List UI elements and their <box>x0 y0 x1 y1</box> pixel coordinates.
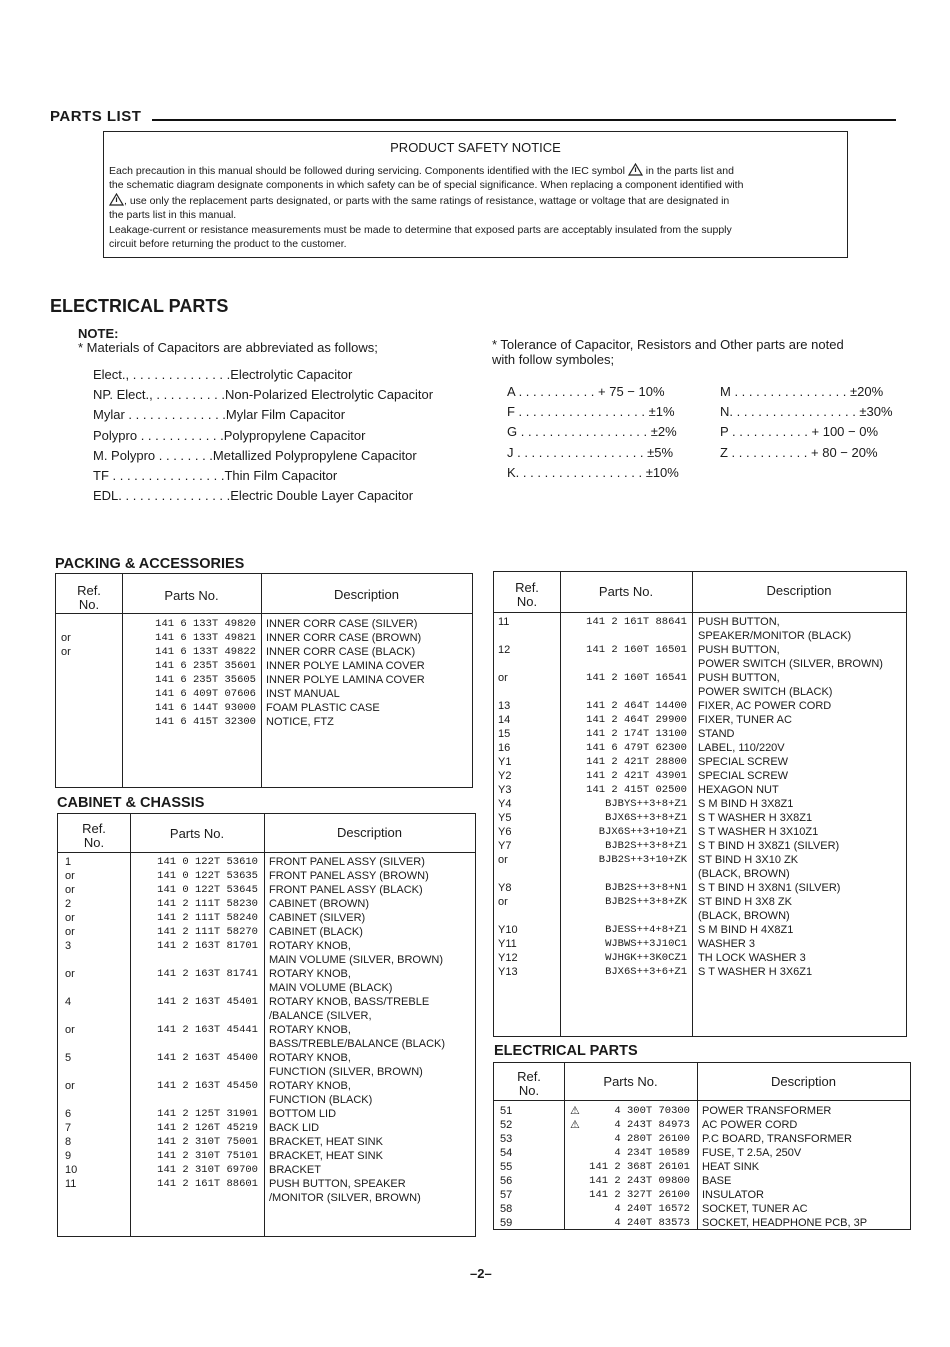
table-row-description: CABINET (SILVER) <box>269 912 366 924</box>
table-row-description: POWER SWITCH (SILVER, BROWN) <box>698 658 883 670</box>
table-row-ref: 13 <box>498 700 511 712</box>
notice-text: in the parts list and <box>645 165 734 177</box>
tolerance-item: J . . . . . . . . . . . . . . . . . . ±5% <box>507 444 674 460</box>
table-row-part-no: 141 2 368T 26101 <box>589 1161 690 1173</box>
table-row-description: SPECIAL SCREW <box>698 770 789 782</box>
table-row-ref: 16 <box>498 742 511 754</box>
table-row-ref: or <box>61 646 71 658</box>
table-row-part-no: 141 2 310T 69700 <box>157 1164 258 1176</box>
table-row-description: S T WASHER H 3X8Z1 <box>698 812 813 824</box>
iec-warning-icon <box>628 163 643 176</box>
cabinet-continued-table <box>493 571 907 1037</box>
table-row-part-no: 4 240T 16572 <box>614 1203 690 1215</box>
tolerance-item: Z . . . . . . . . . . . + 80 − 20% <box>720 444 878 460</box>
table-row-description: INNER CORR CASE (BROWN) <box>266 632 422 644</box>
table-row-description: S T WASHER H 3X10Z1 <box>698 826 819 838</box>
table-row-part-no: BJB2S++3+8+ZK <box>605 896 687 908</box>
table-row-description: FOAM PLASTIC CASE <box>266 702 380 714</box>
safety-warning-icon: ⚠ <box>570 1105 580 1117</box>
table-row-description: STAND <box>698 728 735 740</box>
table-row-ref: 1 <box>65 856 72 868</box>
tolerance-item: P . . . . . . . . . . . + 100 − 0% <box>720 424 879 440</box>
table-row-part-no: WJBWS++3J10C1 <box>605 938 687 950</box>
table-row-description: BRACKET, HEAT SINK <box>269 1150 383 1162</box>
table-row-description: HEXAGON NUT <box>698 784 779 796</box>
table-row-description: (BLACK, BROWN) <box>698 868 790 880</box>
table-row-part-no: 141 2 125T 31901 <box>157 1108 258 1120</box>
ref-header: Ref. No. <box>515 580 539 609</box>
notice-line: circuit before returning the product to the customer. <box>109 238 347 251</box>
table-row-ref: 59 <box>500 1217 513 1229</box>
table-row-ref: 14 <box>498 714 511 726</box>
table-row-ref: Y5 <box>498 812 512 824</box>
table-row-ref: 11 <box>498 616 510 628</box>
table-row-part-no: 141 2 163T 81741 <box>157 968 258 980</box>
table-row-part-no: 141 2 163T 81701 <box>157 940 258 952</box>
table-row-description: INNER POLYE LAMINA COVER <box>266 660 425 672</box>
table-row-part-no: 141 6 235T 35605 <box>155 674 256 686</box>
table-row-description: FUNCTION (SILVER, BROWN) <box>269 1066 423 1078</box>
notice-line: Leakage-current or resistance measurements must be made to determine that exposed parts are acceptably insulated from the supply <box>109 223 732 236</box>
table-row-ref: 15 <box>498 728 511 740</box>
table-row-ref: 6 <box>65 1108 72 1120</box>
table-row-description: ST BIND H 3X10 ZK <box>698 854 799 866</box>
table-row-description: POWER TRANSFORMER <box>702 1105 832 1117</box>
table-row-part-no: 141 6 133T 49821 <box>155 632 256 644</box>
table-row-ref: 52 <box>500 1119 513 1131</box>
table-row-description: ROTARY KNOB, <box>269 1080 351 1092</box>
table-row-ref: Y10 <box>498 924 518 936</box>
table-row-part-no: 141 2 163T 45441 <box>157 1024 258 1036</box>
table-row-description: BASE <box>702 1175 732 1187</box>
notice-line <box>109 163 843 178</box>
table-row-description: CABINET (BLACK) <box>269 926 363 938</box>
table-row-description: BACK LID <box>269 1122 320 1134</box>
table-row-ref: or <box>65 884 75 896</box>
table-row-ref: or <box>61 632 71 644</box>
table-row-ref: 7 <box>65 1122 72 1134</box>
table-row-part-no: 141 2 163T 45401 <box>157 996 258 1008</box>
table-row-part-no: BJESS++4+8+Z1 <box>605 924 687 936</box>
table-row-description: FRONT PANEL ASSY (BROWN) <box>269 870 429 882</box>
table-row-part-no: WJHGK++3K0CZ1 <box>605 952 687 964</box>
table-row-description: BRACKET <box>269 1164 321 1176</box>
table-row-part-no: BJB2S++3+10+ZK <box>598 854 687 866</box>
ref-header: Ref. No. <box>517 1069 541 1098</box>
table-row-ref: 9 <box>65 1150 72 1162</box>
table-row-part-no: BJX6S++3+10+Z1 <box>598 826 687 838</box>
table-row-ref: Y12 <box>498 952 518 964</box>
packing-heading: PACKING & ACCESSORIES <box>55 556 245 572</box>
table-row-part-no: 141 0 122T 53645 <box>157 884 258 896</box>
table-row-part-no: 141 2 174T 13100 <box>586 728 687 740</box>
desc-header: Description <box>333 587 400 602</box>
table-row-description: S M BIND H 3X8Z1 <box>698 798 794 810</box>
table-row-part-no: 141 2 161T 88601 <box>157 1178 258 1190</box>
table-row-ref: 4 <box>65 996 72 1008</box>
table-row-description: MAIN VOLUME (BLACK) <box>269 982 393 994</box>
table-row-part-no: 141 6 415T 32300 <box>155 716 256 728</box>
table-row-part-no: 141 6 479T 62300 <box>586 742 687 754</box>
table-row-description: ROTARY KNOB, <box>269 968 351 980</box>
electrical-parts-table <box>493 1062 911 1230</box>
table-row-part-no: 141 6 235T 35601 <box>155 660 256 672</box>
safety-notice-box <box>103 131 848 258</box>
abbreviation-item: M. Polypro . . . . . . . .Metallized Polypropylene Capacitor <box>93 447 417 463</box>
tolerance-item: M . . . . . . . . . . . . . . . . ±20% <box>720 384 884 399</box>
table-row-ref: or <box>65 1024 75 1036</box>
packing-table <box>55 573 473 788</box>
table-row-part-no: 141 2 415T 02500 <box>586 784 687 796</box>
table-row-part-no: BJX6S++3+6+Z1 <box>605 966 687 978</box>
abbreviation-item: Elect., . . . . . . . . . . . . . .Electrolytic Capacitor <box>93 367 353 382</box>
table-row-part-no: 141 6 409T 07606 <box>155 688 256 700</box>
table-row-part-no: 141 6 133T 49822 <box>155 646 256 658</box>
abbreviation-item: TF . . . . . . . . . . . . . . . .Thin Film Capacitor <box>93 468 338 483</box>
table-row-description: P.C BOARD, TRANSFORMER <box>702 1133 852 1145</box>
table-row-part-no: 141 2 327T 26100 <box>589 1189 690 1201</box>
cabinet-heading: CABINET & CHASSIS <box>57 795 205 811</box>
table-row-part-no: 141 0 122T 53635 <box>157 870 258 882</box>
table-row-description: BASS/TREBLE/BALANCE (BLACK) <box>269 1038 446 1050</box>
table-row-part-no: 141 6 133T 49820 <box>155 618 256 630</box>
table-row-description: FUSE, T 2.5A, 250V <box>702 1147 802 1159</box>
table-row-ref: or <box>65 926 75 938</box>
ref-header: Ref. No. <box>82 821 106 850</box>
table-row-description: S T WASHER H 3X6Z1 <box>698 966 813 978</box>
table-row-part-no: 141 2 310T 75001 <box>157 1136 258 1148</box>
table-row-description: SPEAKER/MONITOR (BLACK) <box>698 630 852 642</box>
table-row-description: CABINET (BROWN) <box>269 898 370 910</box>
tolerance-item: F . . . . . . . . . . . . . . . . . . ±1% <box>507 404 675 420</box>
note-tolerance: * Tolerance of Capacitor, Resistors and Other parts are noted with follow symboles; <box>492 337 844 367</box>
table-row-description: INSULATOR <box>702 1189 764 1201</box>
table-row-description: S T BIND H 3X8N1 (SILVER) <box>698 882 841 894</box>
table-row-description: FUNCTION (BLACK) <box>269 1094 373 1106</box>
page-number: –2– <box>470 1266 492 1281</box>
table-row-ref: or <box>498 896 508 908</box>
table-row-part-no: 141 2 126T 45219 <box>157 1122 258 1134</box>
table-row-description: /BALANCE (SILVER, <box>269 1010 372 1022</box>
table-row-description: HEAT SINK <box>702 1161 760 1173</box>
table-row-description: FRONT PANEL ASSY (BLACK) <box>269 884 423 896</box>
table-row-description: LABEL, 110/220V <box>698 742 785 754</box>
table-row-description: POWER SWITCH (BLACK) <box>698 686 833 698</box>
table-row-part-no: 141 2 161T 88641 <box>586 616 687 628</box>
table-row-ref: or <box>498 672 508 684</box>
tolerance-item: A . . . . . . . . . . . + 75 − 10% <box>507 384 665 399</box>
table-row-description: MAIN VOLUME (SILVER, BROWN) <box>269 954 443 966</box>
table-row-description: ROTARY KNOB, <box>269 940 351 952</box>
table-row-description: PUSH BUTTON, SPEAKER <box>269 1178 406 1190</box>
table-row-ref: 57 <box>500 1189 513 1201</box>
table-row-ref: 54 <box>500 1147 513 1159</box>
table-row-description: INNER CORR CASE (BLACK) <box>266 646 416 658</box>
table-row-ref: Y7 <box>498 840 512 852</box>
parts-header: Parts No. <box>598 584 654 599</box>
table-row-description: NOTICE, FTZ <box>266 716 334 728</box>
table-row-ref: 58 <box>500 1203 513 1215</box>
notice-line: the schematic diagram designate components in which safety can be of special significance. When replacing a component identified with <box>109 179 744 192</box>
table-row-description: SPECIAL SCREW <box>698 756 789 768</box>
abbreviation-item: NP. Elect., . . . . . . . . . .Non-Polarized Electrolytic Capacitor <box>93 387 434 403</box>
table-row-description: ROTARY KNOB, <box>269 1052 351 1064</box>
table-row-description: BOTTOM LID <box>269 1108 337 1120</box>
desc-header: Description <box>766 583 832 598</box>
table-row-part-no: BJBYS++3+8+Z1 <box>605 798 687 810</box>
table-row-part-no: 141 2 421T 28800 <box>586 756 687 768</box>
tolerance-item: K. . . . . . . . . . . . . . . . . . ±10% <box>507 464 679 480</box>
notice-line: the parts list in this manual. <box>109 209 237 222</box>
parts-header: Parts No. <box>169 826 225 841</box>
table-row-description: PUSH BUTTON, <box>698 644 780 656</box>
note-capacitor-materials: * Materials of Capacitors are abbreviated as follows; <box>78 340 378 355</box>
table-row-description: FIXER, TUNER AC <box>698 714 792 726</box>
table-row-ref: or <box>65 912 75 924</box>
table-row-description: WASHER 3 <box>698 938 756 950</box>
table-row-part-no: BJX6S++3+8+Z1 <box>605 812 687 824</box>
table-row-description: S T BIND H 3X8Z1 (SILVER) <box>698 840 840 852</box>
table-row-description: INST MANUAL <box>266 688 340 700</box>
table-row-description: AC POWER CORD <box>702 1119 798 1131</box>
table-row-description: ROTARY KNOB, <box>269 1024 351 1036</box>
ref-header: Ref. No. <box>77 583 101 612</box>
table-row-description: SOCKET, HEADPHONE PCB, 3P <box>702 1217 868 1229</box>
table-row-part-no: 4 280T 26100 <box>614 1133 690 1145</box>
table-row-ref: 56 <box>500 1175 513 1187</box>
tolerance-item: N. . . . . . . . . . . . . . . . . . ±30% <box>720 404 893 420</box>
table-row-ref: or <box>65 870 75 882</box>
notice-text: , use only the replacement parts designated, or parts with the same ratings of resistance, wattage or voltage that are designated in <box>124 194 730 207</box>
iec-warning-icon <box>109 193 124 206</box>
table-row-part-no: 4 300T 70300 <box>614 1105 690 1117</box>
table-row-ref: Y13 <box>498 966 518 978</box>
table-row-part-no: 141 0 122T 53610 <box>157 856 258 868</box>
tolerance-item: G . . . . . . . . . . . . . . . . . . ±2% <box>507 424 677 440</box>
table-row-ref: 5 <box>65 1052 72 1064</box>
table-row-ref: or <box>65 968 75 980</box>
table-row-ref: 3 <box>65 940 72 952</box>
table-row-ref: Y4 <box>498 798 512 810</box>
notice-text: Each precaution in this manual should be followed during servicing. Components identified with the IEC symbol <box>109 165 625 177</box>
abbreviation-item: Mylar . . . . . . . . . . . . . .Mylar Film Capacitor <box>93 407 346 423</box>
table-row-part-no: 141 2 111T 58240 <box>157 912 258 924</box>
abbreviation-item: Polypro . . . . . . . . . . . .Polypropylene Capacitor <box>93 427 366 443</box>
table-row-ref: Y1 <box>498 756 512 768</box>
parts-header: Parts No. <box>164 588 219 603</box>
table-row-ref: 8 <box>65 1136 72 1148</box>
note-label: NOTE: <box>78 326 119 341</box>
table-row-description: FRONT PANEL ASSY (SILVER) <box>269 856 425 868</box>
table-row-description: SOCKET, TUNER AC <box>702 1203 808 1215</box>
safety-warning-icon: ⚠ <box>570 1119 580 1131</box>
safety-notice-title: PRODUCT SAFETY NOTICE <box>390 140 561 155</box>
notice-line <box>109 193 843 208</box>
table-row-part-no: 141 2 464T 14400 <box>586 700 687 712</box>
table-row-part-no: 141 2 163T 45450 <box>157 1080 258 1092</box>
table-row-description: PUSH BUTTON, <box>698 616 780 628</box>
table-row-ref: 55 <box>500 1161 513 1173</box>
table-row-ref: or <box>65 1080 75 1092</box>
table-row-description: INNER CORR CASE (SILVER) <box>266 618 418 630</box>
table-row-ref: Y11 <box>498 938 517 950</box>
table-row-part-no: 141 2 111T 58230 <box>157 898 258 910</box>
table-row-description: ROTARY KNOB, BASS/TREBLE <box>269 996 430 1008</box>
table-row-description: FIXER, AC POWER CORD <box>698 700 832 712</box>
table-row-description: S M BIND H 4X8Z1 <box>698 924 794 936</box>
table-row-ref: Y2 <box>498 770 512 782</box>
table-row-ref: or <box>498 854 508 866</box>
table-row-part-no: 141 6 144T 93000 <box>155 702 256 714</box>
abbreviation-item: EDL. . . . . . . . . . . . . . . .Electric Double Layer Capacitor <box>93 488 414 504</box>
table-row-part-no: 141 2 160T 16541 <box>586 672 687 684</box>
table-row-part-no: 141 2 111T 58270 <box>157 926 258 938</box>
safety-notice-body <box>109 163 843 251</box>
desc-header: Description <box>336 825 403 840</box>
table-row-ref: 51 <box>500 1105 513 1117</box>
table-row-part-no: 141 2 421T 43901 <box>586 770 687 782</box>
table-row-description: INNER POLYE LAMINA COVER <box>266 674 425 686</box>
table-row-part-no: 141 2 464T 29900 <box>586 714 687 726</box>
header-rule <box>152 119 896 121</box>
table-row-description: ST BIND H 3X8 ZK <box>698 896 792 908</box>
table-row-part-no: BJB2S++3+8+Z1 <box>605 840 687 852</box>
table-row-ref: Y3 <box>498 784 512 796</box>
table-row-part-no: 4 234T 10589 <box>614 1147 690 1159</box>
table-row-part-no: 4 240T 83573 <box>614 1217 690 1229</box>
table-row-ref: 12 <box>498 644 511 656</box>
parts-list-title: PARTS LIST <box>50 108 142 125</box>
table-row-part-no: BJB2S++3+8+N1 <box>605 882 687 894</box>
table-row-ref: 53 <box>500 1133 513 1145</box>
electrical-table-heading: ELECTRICAL PARTS <box>494 1043 638 1059</box>
table-row-ref: Y6 <box>498 826 512 838</box>
table-row-part-no: 4 243T 84973 <box>614 1119 690 1131</box>
table-row-description: /MONITOR (SILVER, BROWN) <box>269 1192 421 1204</box>
table-row-description: PUSH BUTTON, <box>698 672 780 684</box>
table-row-ref: 2 <box>65 898 72 910</box>
table-row-ref: Y8 <box>498 882 512 894</box>
table-row-description: (BLACK, BROWN) <box>698 910 790 922</box>
desc-header: Description <box>770 1074 837 1089</box>
table-row-part-no: 141 2 160T 16501 <box>586 644 687 656</box>
table-row-ref: 10 <box>65 1164 78 1176</box>
table-row-description: BRACKET, HEAT SINK <box>269 1136 383 1148</box>
table-row-part-no: 141 2 243T 09800 <box>589 1175 690 1187</box>
table-row-ref: 11 <box>65 1178 77 1190</box>
cabinet-table <box>57 813 476 1237</box>
table-row-part-no: 141 2 310T 75101 <box>157 1150 258 1162</box>
table-row-description: TH LOCK WASHER 3 <box>698 952 806 964</box>
table-row-part-no: 141 2 163T 45400 <box>157 1052 258 1064</box>
electrical-parts-heading: ELECTRICAL PARTS <box>50 296 229 316</box>
parts-header: Parts No. <box>603 1074 658 1089</box>
